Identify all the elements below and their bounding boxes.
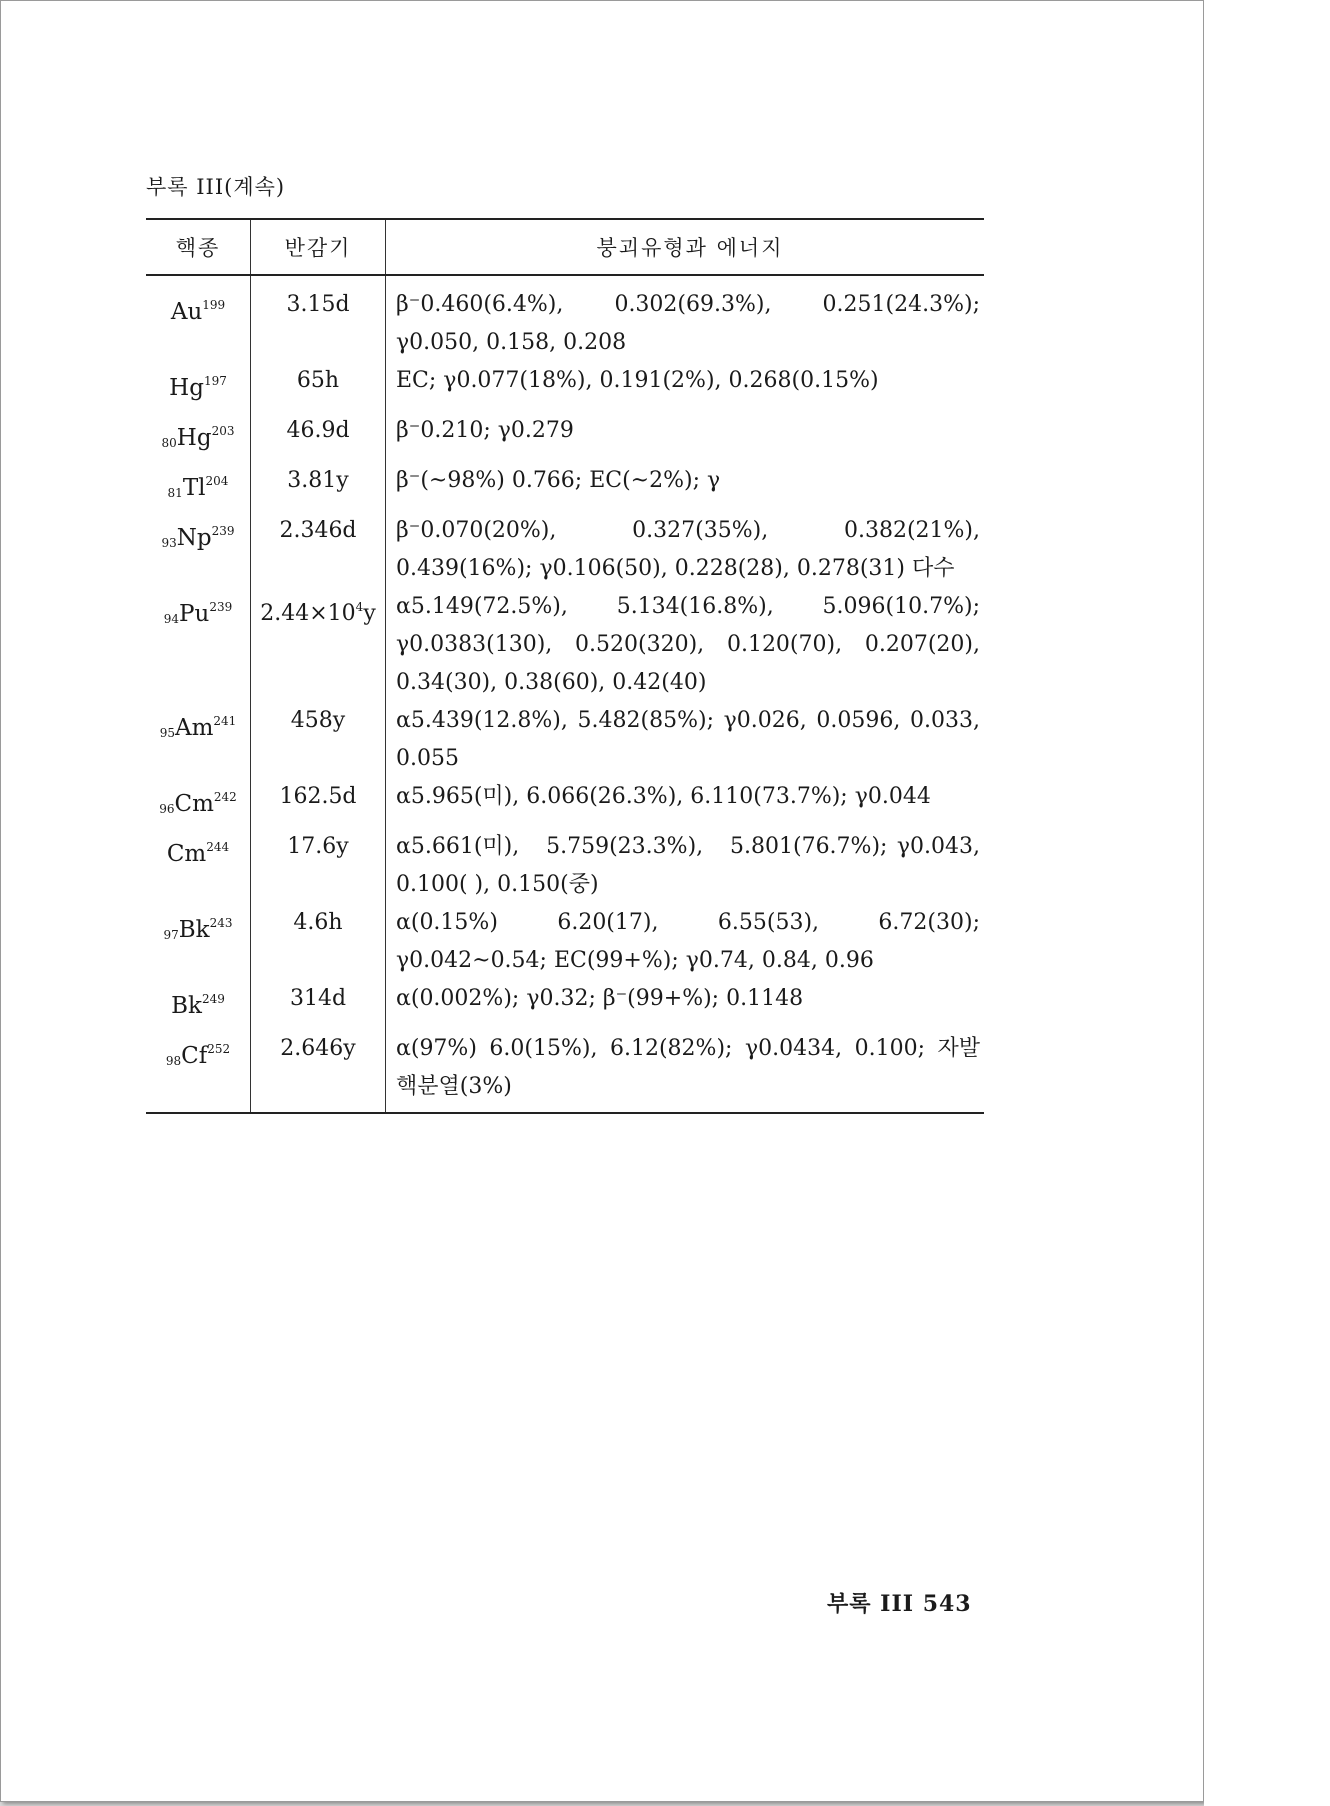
table-row	[146, 980, 984, 1030]
decay-energy-line: α(0.15%) 6.20(17), 6.55(53), 6.72(30);	[396, 910, 980, 935]
half-life-cell	[251, 412, 386, 462]
nuclide-cell	[146, 828, 251, 904]
half-life-unit: y	[363, 601, 376, 626]
decay-energy-cell	[386, 588, 985, 702]
atomic-number: 80	[161, 436, 177, 450]
atomic-number: 81	[167, 486, 183, 500]
nuclide-symbol	[169, 375, 227, 401]
half-life-value: 46.9d	[286, 418, 350, 443]
table-row	[146, 1030, 984, 1113]
half-life-cell	[251, 778, 386, 828]
decay-energy-cell	[386, 778, 985, 828]
half-life-value: 65h	[296, 368, 340, 393]
element-symbol: Cm	[166, 841, 207, 867]
decay-energy-cell	[386, 702, 985, 778]
nuclide-cell	[146, 362, 251, 412]
atomic-number: 93	[161, 536, 177, 550]
element-symbol: Bk	[171, 993, 202, 1019]
nuclide-cell	[146, 412, 251, 462]
mass-number: 242	[213, 790, 237, 804]
half-life-cell	[251, 702, 386, 778]
half-life-value: 3.15d	[286, 292, 350, 317]
nuclide-symbol	[168, 475, 229, 501]
half-life-value: 4.6h	[293, 910, 343, 935]
atomic-number: 96	[159, 802, 175, 816]
mass-number: 249	[201, 992, 225, 1006]
mass-number: 239	[211, 524, 235, 538]
table-row	[146, 778, 984, 828]
table-row	[146, 275, 984, 362]
nuclide-symbol	[164, 601, 232, 627]
decay-energy-line: EC; γ0.077(18%), 0.191(2%), 0.268(0.15%)	[396, 368, 879, 393]
half-life-exponent: 4	[355, 600, 364, 614]
nuclide-symbol	[162, 425, 235, 451]
half-life-cell	[251, 1030, 386, 1113]
nuclide-cell	[146, 980, 251, 1030]
half-life-cell	[251, 980, 386, 1030]
column-header-decay-energy: 붕괴유형과 에너지	[386, 219, 985, 275]
nuclide-cell	[146, 512, 251, 588]
element-symbol: Bk	[178, 917, 210, 943]
half-life-value: 2.646y	[280, 1036, 356, 1061]
decay-energy-line: β⁻0.460(6.4%), 0.302(69.3%), 0.251(24.3%);	[396, 292, 980, 317]
mass-number: 203	[211, 424, 235, 438]
table-row	[146, 904, 984, 980]
half-life-value: 458y	[290, 708, 346, 733]
half-life-cell	[251, 904, 386, 980]
nuclide-symbol	[171, 993, 225, 1019]
decay-energy-cell	[386, 412, 985, 462]
decay-energy-line: α5.439(12.8%), 5.482(85%); γ0.026, 0.0596, 0.033,	[396, 708, 980, 733]
half-life-cell	[251, 588, 386, 702]
nuclide-cell	[146, 702, 251, 778]
half-life-cell	[251, 362, 386, 412]
nuclide-symbol	[161, 525, 234, 551]
half-life-value: 162.5d	[279, 784, 357, 809]
element-symbol: Pu	[179, 601, 210, 627]
element-symbol: Hg	[176, 425, 212, 451]
decay-energy-line: 0.100( ), 0.150(중)	[396, 872, 599, 897]
element-symbol: Np	[176, 525, 212, 551]
nuclide-cell	[146, 778, 251, 828]
mass-number: 241	[213, 714, 237, 728]
half-life-value: 17.6y	[287, 834, 349, 859]
table-header-row	[146, 219, 984, 275]
half-life-value	[260, 601, 376, 626]
page-footer: 부록 III 543	[827, 1591, 972, 1617]
decay-energy-line: α5.965(미), 6.066(26.3%), 6.110(73.7%); γ0.044	[396, 784, 931, 809]
decay-energy-line: α5.149(72.5%), 5.134(16.8%), 5.096(10.7%);	[396, 594, 980, 619]
decay-energy-line: β⁻0.070(20%), 0.327(35%), 0.382(21%),	[396, 518, 980, 543]
table-row	[146, 412, 984, 462]
atomic-number: 94	[163, 612, 180, 626]
nuclide-table	[146, 218, 984, 1114]
atomic-number: 95	[159, 726, 175, 740]
table-heading: 부록 III(계속)	[146, 175, 286, 199]
mass-number: 204	[205, 474, 229, 488]
decay-energy-cell	[386, 512, 985, 588]
table-row	[146, 828, 984, 904]
decay-energy-cell	[386, 362, 985, 412]
nuclide-cell	[146, 462, 251, 512]
half-life-value: 2.346d	[279, 518, 357, 543]
decay-energy-line: 0.055	[396, 746, 459, 771]
table-row	[146, 362, 984, 412]
nuclide-cell	[146, 904, 251, 980]
table-row	[146, 588, 984, 702]
mass-number: 239	[209, 600, 233, 614]
decay-energy-cell	[386, 828, 985, 904]
decay-energy-line: α(0.002%); γ0.32; β⁻(99+%); 0.1148	[396, 986, 804, 1011]
nuclide-symbol	[171, 299, 225, 325]
decay-energy-cell	[386, 904, 985, 980]
mass-number: 252	[207, 1042, 231, 1056]
nuclide-symbol	[159, 791, 237, 817]
decay-energy-line: β⁻0.210; γ0.279	[396, 418, 574, 443]
nuclide-symbol	[163, 917, 232, 943]
decay-energy-line: 0.34(30), 0.38(60), 0.42(40)	[396, 670, 707, 695]
element-symbol: Tl	[182, 475, 206, 501]
decay-energy-cell	[386, 980, 985, 1030]
decay-energy-line: 0.439(16%); γ0.106(50), 0.228(28), 0.278(31) 다수	[396, 556, 955, 581]
half-life-value: 3.81y	[287, 468, 349, 493]
column-header-half-life: 반감기	[251, 219, 386, 275]
decay-energy-cell	[386, 275, 985, 362]
decay-energy-cell	[386, 462, 985, 512]
decay-energy-line: γ0.0383(130), 0.520(320), 0.120(70), 0.207(20),	[396, 632, 980, 657]
half-life-cell	[251, 462, 386, 512]
mass-number: 244	[206, 840, 230, 854]
element-symbol: Cm	[174, 791, 214, 817]
half-life-cell	[251, 828, 386, 904]
half-life-cell	[251, 512, 386, 588]
element-symbol: Hg	[169, 375, 204, 401]
column-header-nuclide: 핵종	[146, 219, 251, 275]
nuclide-cell	[146, 275, 251, 362]
decay-energy-line: γ0.042~0.54; EC(99+%); γ0.74, 0.84, 0.96	[396, 948, 874, 973]
half-life-base: 2.44×10	[260, 601, 356, 626]
mass-number: 199	[202, 298, 226, 312]
element-symbol: Am	[174, 715, 214, 741]
half-life-value: 314d	[289, 986, 347, 1011]
half-life-cell	[251, 275, 386, 362]
table-row	[146, 702, 984, 778]
nuclide-symbol	[166, 1043, 230, 1069]
decay-energy-line: 핵분열(3%)	[396, 1074, 512, 1099]
decay-energy-line: γ0.050, 0.158, 0.208	[396, 330, 627, 355]
atomic-number: 97	[163, 928, 179, 942]
decay-energy-line: α5.661(미), 5.759(23.3%), 5.801(76.7%); γ0.043,	[396, 834, 980, 859]
table-row	[146, 462, 984, 512]
element-symbol: Cf	[181, 1043, 208, 1069]
mass-number: 197	[203, 374, 227, 388]
mass-number: 243	[209, 916, 233, 930]
decay-energy-line: β⁻(~98%) 0.766; EC(~2%); γ	[396, 468, 721, 493]
nuclide-symbol	[160, 715, 237, 741]
nuclide-cell	[146, 1030, 251, 1113]
decay-energy-cell	[386, 1030, 985, 1113]
element-symbol: Au	[170, 299, 203, 325]
nuclide-symbol	[167, 841, 229, 867]
decay-energy-line: α(97%) 6.0(15%), 6.12(82%); γ0.0434, 0.100; 자발	[396, 1036, 980, 1061]
right-margin	[1204, 0, 1330, 1806]
table-row	[146, 512, 984, 588]
nuclide-cell	[146, 588, 251, 702]
atomic-number: 98	[165, 1054, 182, 1068]
